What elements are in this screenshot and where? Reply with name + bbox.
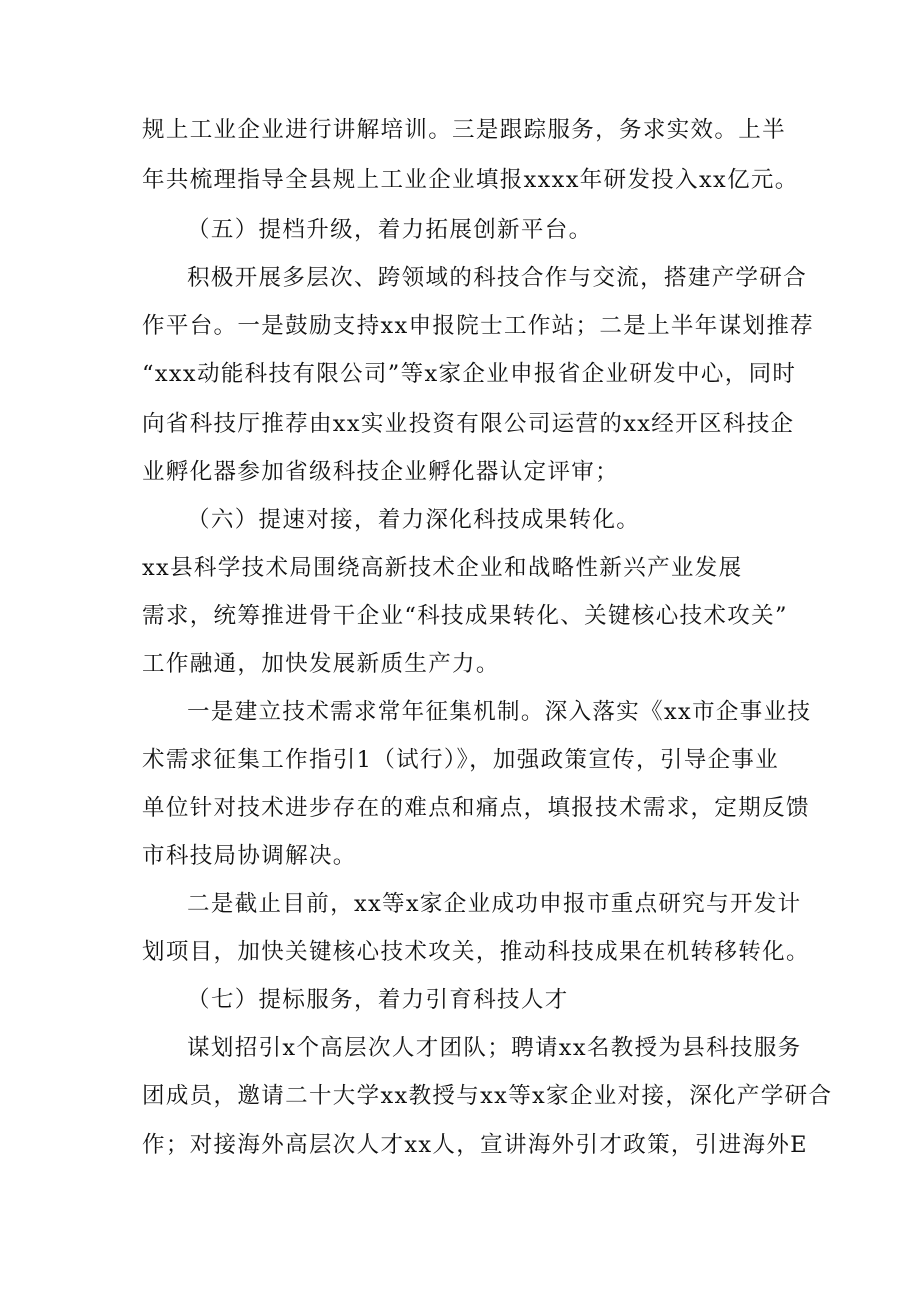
text-line-8: xx县科学技术局围绕高新技术企业和战略性新兴产业发展: [142, 555, 743, 581]
section-heading-7: （七）提标服务，着力引育科技人才: [187, 987, 569, 1013]
text-line-9: 需求，统筹推进骨干企业“科技成果转化、关键核心技术攻关”: [142, 603, 788, 629]
text-line-15: 二是截止目前，xx等x家企业成功申报市重点研究与开发计: [187, 891, 802, 917]
text-line-19: 作；对接海外高层次人才xx人，宣讲海外引才政策，引进海外E: [142, 1132, 808, 1158]
text-line-12: 术需求征集工作指引1（试行）》，加强政策宣传，引导企事业: [142, 747, 780, 773]
text-line-14: 市科技局协调解决。: [142, 843, 357, 869]
text-line-7: 业孵化器参加省级科技企业孵化器认定评审；: [142, 459, 620, 485]
text-line-18: 团成员，邀请二十大学xx教授与xx等x家企业对接，深化产学研合: [142, 1083, 833, 1109]
text-line-4: 作平台。一是鼓励支持xx申报院士工作站；二是上半年谋划推荐: [142, 313, 815, 339]
section-heading-5: （五）提档升级，着力拓展创新平台。: [187, 217, 593, 243]
text-line-5: “xxx动能科技有限公司”等x家企业申报省企业研发中心，同时: [142, 361, 797, 387]
text-line-16: 划项目，加快关键核心技术攻关，推动科技成果在机转移转化。: [142, 939, 810, 965]
section-heading-6: （六）提速对接，着力深化科技成果转化。: [187, 507, 641, 533]
text-line-1: 规上工业企业进行讲解培训。三是跟踪服务，务求实效。上半: [142, 117, 786, 143]
text-line-2: 年共梳理指导全县规上工业企业填报xxxx年研发投入xx亿元。: [142, 167, 799, 193]
text-line-3: 积极开展多层次、跨领域的科技合作与交流，搭建产学研合: [187, 265, 808, 291]
text-line-6: 向省科技厅推荐由xx实业投资有限公司运营的xx经开区科技企: [142, 411, 795, 437]
text-line-13: 单位针对技术进步存在的难点和痛点，填报技术需求，定期反馈: [142, 795, 810, 821]
text-line-17: 谋划招引x个高层次人才团队；聘请xx名教授为县科技服务: [187, 1035, 802, 1061]
text-line-10: 工作融通，加快发展新质生产力。: [142, 651, 500, 677]
text-line-11: 一是建立技术需求常年征集机制。深入落实《xx市企事业技: [187, 699, 812, 725]
